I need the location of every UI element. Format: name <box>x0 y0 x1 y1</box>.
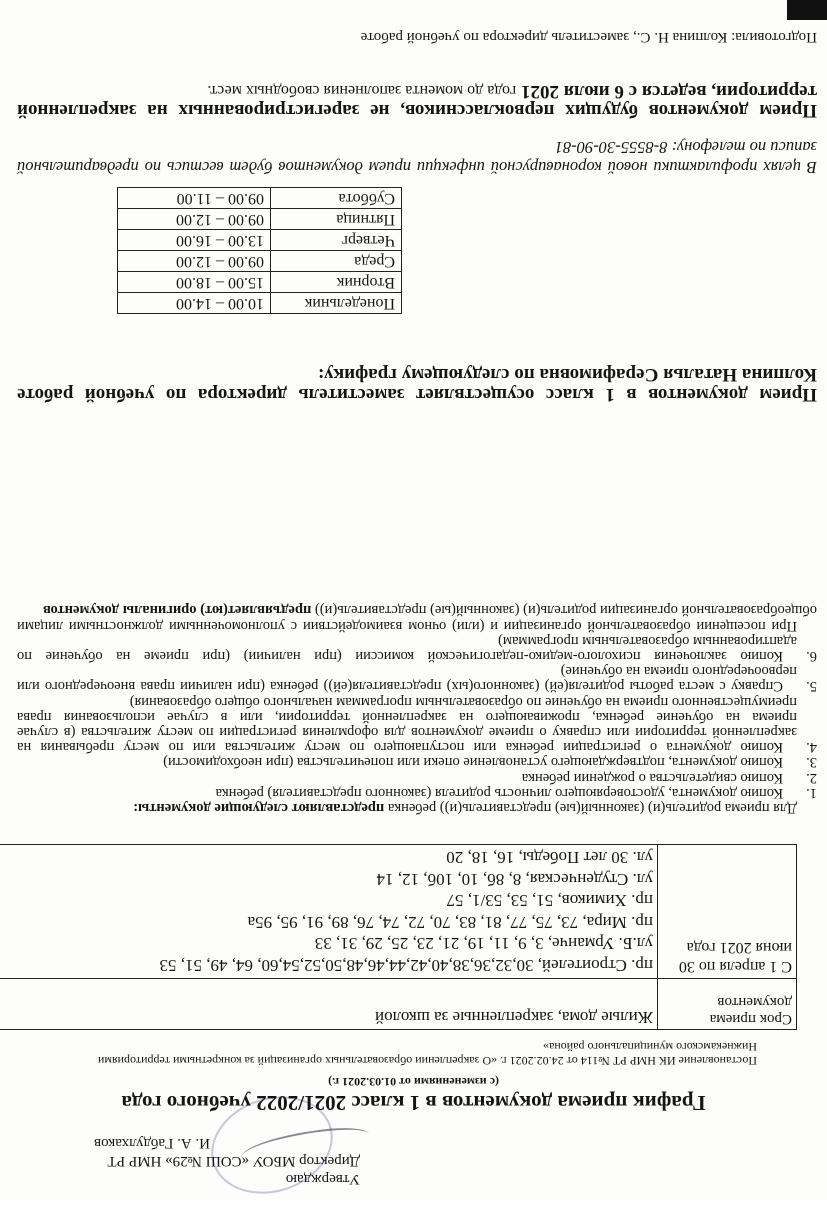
approval-block <box>30 1134 360 1188</box>
documents-section <box>17 602 817 815</box>
address-line: ул.Б. Урманче, 3, 9, 11, 19, 21, 23, 25, 29, 31, 33 <box>314 934 653 954</box>
approval-signature-name: И. А. Габдулхаков <box>94 1135 210 1151</box>
schedule-day: Вторник <box>271 272 402 293</box>
list-item: 4.Копию документа о регистрации ребенка или поступающего по месту жительства или по месту пребывания на закрепленной территории или справку о приеме документов для оформления регистрации по месту жительства (в случае приема на обучение ребенка, проживающего на закрепленной территории, или в случае использования права преимущественного приема на обучение по образовательным программам начального общего образования) <box>17 693 817 756</box>
schedule-day: Четверг <box>271 230 402 251</box>
nonresident-notice <box>17 81 817 120</box>
schedule-day: Среда <box>271 251 402 272</box>
approval-position: Директор МБОУ «СОШ №29» НМР РТ <box>107 1153 360 1169</box>
period-cell: С 1 апреля по 30 июня 2021 года <box>658 845 797 979</box>
schedule-day: Суббота <box>271 188 402 209</box>
responsible-person: Прием документов в 1 класс осуществляет заместитель директора по учебной работе Колпина Наталья Серафимовна по следующему графику: <box>17 364 817 405</box>
list-item: 1.Копию документа, удостоверяющего личность родителя (законного представителя) ребенка <box>215 784 817 801</box>
list-item: 2.Копию свидетельства о рождении ребенка <box>521 769 817 786</box>
document-title: График приема документов в 1 класс 2021/2022 учебного года <box>121 1091 706 1115</box>
schedule-time: 09.00 – 11.00 <box>118 188 271 209</box>
schedule-time: 13.00 – 16.00 <box>118 230 271 251</box>
documents-intro-bold: представляют следующие документы: <box>133 800 385 816</box>
schedule-time: 09.00 – 12.00 <box>118 251 271 272</box>
document-subtitle: (с изменениями от 01.03.2021 г.) <box>328 1075 499 1089</box>
table-row <box>0 845 797 979</box>
schedule-table <box>117 187 402 314</box>
table-row <box>118 293 402 314</box>
streets-table <box>0 844 797 1030</box>
addresses-header: Жилые дома, закрепленные за школой <box>0 979 658 1030</box>
addresses-cell <box>0 845 658 979</box>
originals-note-text: При посещении образовательной организации и (или) очном взаимодействии с уполномоченными должностными лицами общеобразовательной организации родитель(и) (законный(ые) представитель(и)) <box>17 602 817 634</box>
address-line: пр. Мира, 73, 75, 77, 81, 83, 70, 72, 74, 76, 89, 91, 95, 95а <box>247 913 653 932</box>
originals-note <box>17 602 817 632</box>
address-line: пр. Химиков, 51, 53, 53/1, 57 <box>446 891 653 911</box>
list-item: 6.Копию заключения психолого-медико-педагогической комиссии (при наличии) (при приеме на обучение по адаптированным образовательным программам) <box>17 632 817 664</box>
table-row <box>118 251 402 272</box>
list-item: 3.Копию документа, подтверждающего установление опеки или попечительства (при необходимости) <box>163 754 817 771</box>
originals-note-bold: предъявляет(ют) оригиналы документов <box>43 602 312 619</box>
schedule-time: 10.00 – 14.00 <box>118 293 271 314</box>
nonresident-notice-bold: Прием документов будущих первоклассников, не зарегистрированных на закрепленной территории, ведется с 6 июля 2021 <box>17 81 817 121</box>
covid-note: В целях профилактики новой коронавирусной инфекции прием документов будет вестись по предварительной записи по телефону: 8-8555-30-90-81 <box>17 138 817 177</box>
documents-intro-text: Для приема родитель(и) (законный(ые) представитель(и)) ребенка <box>387 800 797 816</box>
schedule-day: Пятница <box>271 209 402 230</box>
decree-reference: Постановление ИК НМР РТ №114 от 24.02.2021 г. «О закреплении образовательных организаций за конкретными территориями Нижнекамского муниципального района» <box>97 1040 757 1068</box>
table-row <box>118 188 402 209</box>
scan-edge-blot <box>787 0 827 20</box>
address-line: ул. Студенческая, 8, 8б, 10, 10б, 12, 14 <box>376 870 653 889</box>
nonresident-notice-text: года до момента заполнения свободных мест. <box>207 82 517 99</box>
table-row <box>118 272 402 293</box>
schedule-day: Понедельник <box>271 293 402 314</box>
address-line: ул. 30 лет Победы, 16, 18, 20 <box>446 848 653 868</box>
table-row <box>118 230 402 251</box>
schedule-time: 09.00 – 12.00 <box>118 209 271 230</box>
approval-label: Утверждаю <box>285 1171 360 1187</box>
streets-table-header <box>0 979 797 1030</box>
documents-intro <box>17 800 817 815</box>
period-header: Срок приема документов <box>658 979 797 1030</box>
table-row <box>118 209 402 230</box>
address-line: пр. Строителей, 30,32,36,38,40,42,44,46,48,50,52,54,60, 64, 49, 51, 53 <box>159 956 653 975</box>
prepared-by: Подготовила: Колпина Н. С., заместитель директора по учебной работе <box>360 29 817 45</box>
list-item: 5.Справку с места работы родителя(ей) (законного(ых) представителя(ей)) ребенка (при наличии права внеочередного или первоочередного приема на обучение) <box>17 663 817 695</box>
schedule-time: 15.00 – 18.00 <box>118 272 271 293</box>
